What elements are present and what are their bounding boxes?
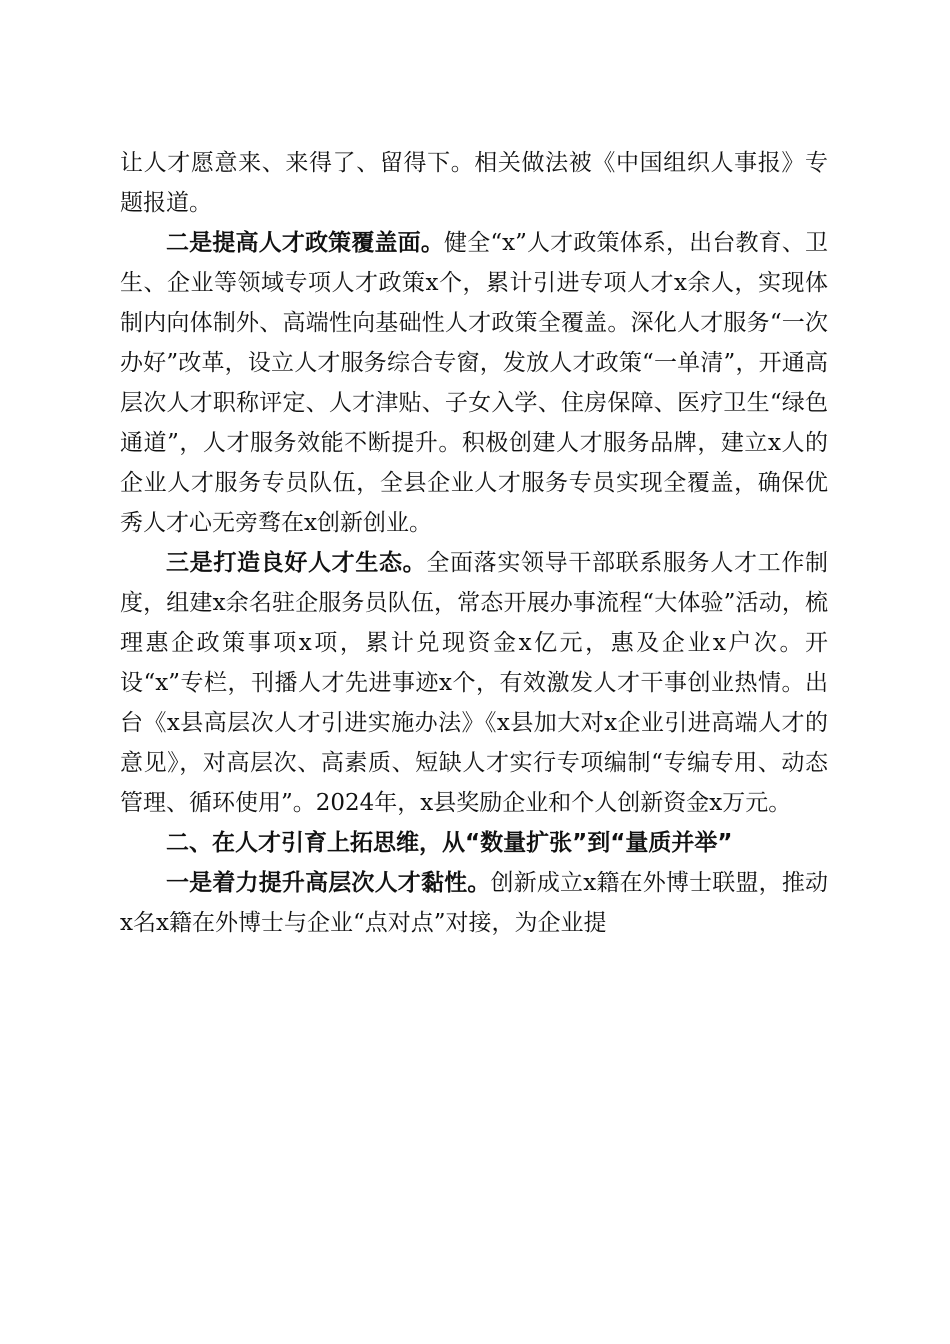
paragraph-high-level-talent (120, 863, 828, 943)
paragraph-continuation (120, 143, 828, 223)
section-heading: 二、在人才引育上拓思维，从“数量扩张”到“量质并举” (166, 830, 733, 856)
paragraph-text: 让人才愿意来、来得了、留得下。相关做法被《中国组织人事报》专题报道。 (120, 150, 828, 216)
paragraph-lead: 一是着力提升高层次人才黏性。 (166, 869, 491, 896)
paragraph-text: 创新成立x籍在外博士联盟，推动x名x籍在外博士与企业“点对点”对接，为企业提 (120, 870, 828, 936)
paragraph-lead: 三是打造良好人才生态。 (166, 549, 427, 576)
paragraph-talent-ecology (120, 543, 828, 823)
paragraph-text: 全面落实领导干部联系服务人才工作制度，组建x余名驻企服务员队伍，常态开展办事流程“大体验”活动，梳理惠企政策事项x项，累计兑现资金x亿元，惠及企业x户次。开设“x”专栏，刊播人才先进事迹x个，有效激发人才干事创业热情。出台《x县高层次人才引进实施办法》《x县加大对x企业引进高端人才的意见》，对高层次、高素质、短缺人才实行专项编制“专编专用、动态管理、循环使用”。2024年，x县奖励企业和个人创新资金x万元。 (120, 550, 829, 816)
document-page (120, 143, 828, 943)
paragraph-policy-coverage (120, 223, 828, 543)
paragraph-lead: 二是提高人才政策覆盖面。 (166, 229, 444, 256)
paragraph-text: 健全“x”人才政策体系，出台教育、卫生、企业等领域专项人才政策x个，累计引进专项人才x余人，实现体制内向体制外、高端性向基础性人才政策全覆盖。深化人才服务“一次办好”改革，设立人才服务综合专窗，发放人才政策“一单清”，开通高层次人才职称评定、人才津贴、子女入学、住房保障、医疗卫生“绿色通道”，人才服务效能不断提升。积极创建人才服务品牌，建立x人的企业人才服务专员队伍，全县企业人才服务专员实现全覆盖，确保优秀人才心无旁骛在x创新创业。 (120, 230, 828, 536)
